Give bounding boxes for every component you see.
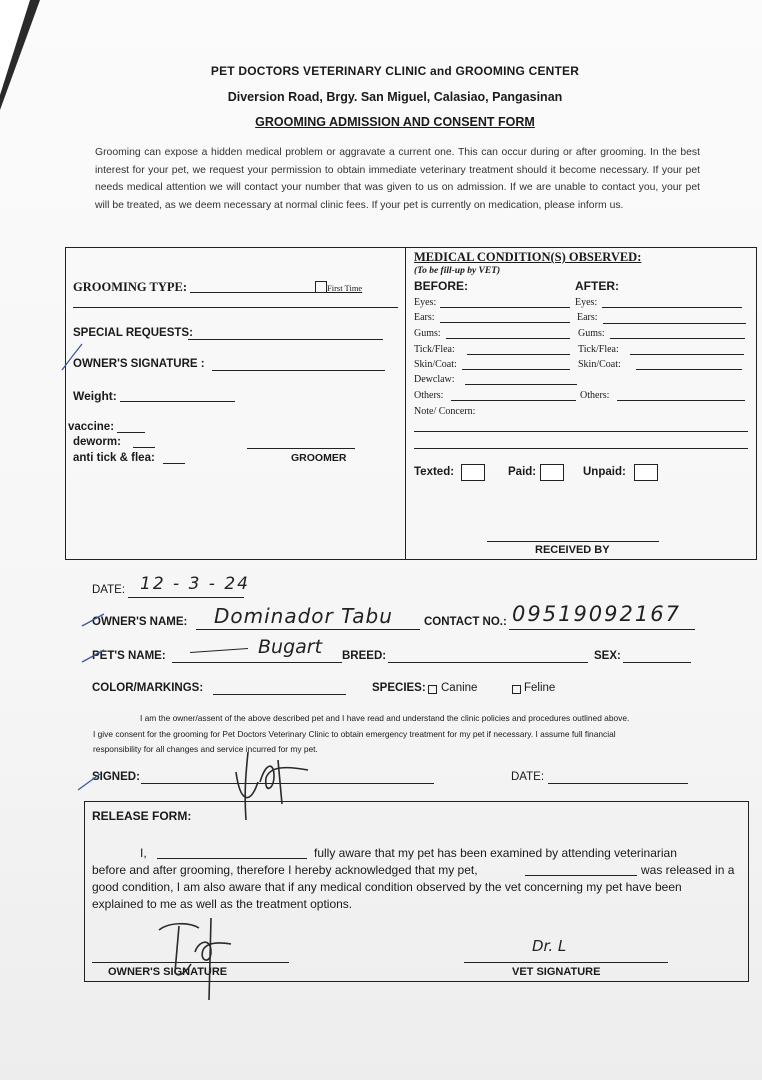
release-text-1b: before and after grooming, therefore I hereby acknowledged that my pet, (92, 863, 478, 877)
before-eyes-label: Eyes: (414, 297, 437, 308)
release-pet-line[interactable] (525, 875, 637, 876)
after-skincoat-label: Skin/Coat: (578, 359, 621, 370)
after-eyes-line[interactable] (602, 307, 742, 308)
breed-label: BREED: (342, 650, 387, 662)
first-time-label: First Time (327, 283, 363, 293)
received-by-label: RECEIVED BY (535, 544, 610, 556)
first-time-checkbox[interactable] (315, 281, 327, 293)
consent-date-label: DATE: (511, 771, 545, 783)
before-dewclaw-line[interactable] (465, 384, 577, 385)
paid-label: Paid: (508, 466, 537, 478)
owner-signature-line[interactable] (212, 370, 385, 371)
grooming-type-label: GROOMING TYPE: (73, 280, 188, 294)
pet-name-handwritten: Bugart (258, 636, 323, 658)
unpaid-label: Unpaid: (583, 466, 626, 478)
texted-checkbox[interactable] (461, 464, 485, 481)
owner-name-handwritten: Dominador Tabu (214, 604, 393, 628)
release-text-1a: fully aware that my pet has been examined by attending veterinarian (314, 846, 677, 860)
anti-tick-label: anti tick & flea: (73, 452, 155, 464)
consent-date-line[interactable] (548, 783, 688, 784)
weight-line[interactable] (120, 401, 235, 402)
column-divider (405, 247, 406, 560)
note-concern-label: Note/ Concern: (414, 406, 476, 417)
before-skincoat-label: Skin/Coat: (414, 359, 457, 370)
special-requests-line[interactable] (188, 339, 383, 340)
before-tickflea-line[interactable] (467, 354, 570, 355)
release-text-1c: was released in a (641, 863, 735, 877)
after-skincoat-line[interactable] (636, 369, 742, 370)
page-corner-fold (0, 0, 30, 95)
after-ears-line[interactable] (603, 323, 746, 324)
canine-label: Canine (441, 682, 478, 694)
date-label: DATE: (92, 584, 126, 596)
owner-name-label: OWNER'S NAME: (92, 616, 188, 628)
texted-label: Texted: (414, 466, 455, 478)
release-name-line[interactable] (157, 858, 307, 859)
contact-handwritten: 09519092167 (512, 602, 681, 626)
received-by-line[interactable] (487, 541, 659, 542)
after-gums-label: Gums: (578, 328, 605, 339)
vaccine-line[interactable] (117, 432, 145, 433)
before-tickflea-label: Tick/Flea: (414, 344, 455, 355)
consent-line-1: I am the owner/assent of the above described pet and I have read and understand the clinic policies and procedures outlined above. (140, 713, 630, 723)
contact-label: CONTACT NO.: (424, 616, 507, 628)
note-line-2[interactable] (414, 448, 748, 449)
pet-name-strikeout (190, 648, 248, 653)
before-heading: BEFORE: (414, 279, 468, 293)
clinic-address: Diversion Road, Brgy. San Miguel, Calasiao, Pangasinan (227, 90, 563, 104)
release-vet-sig-line[interactable] (464, 962, 668, 963)
after-gums-line[interactable] (610, 338, 745, 339)
before-skincoat-line[interactable] (462, 369, 570, 370)
owner-signature-label: OWNER'S SIGNATURE : (73, 358, 205, 370)
color-markings-line[interactable] (213, 694, 346, 695)
paid-checkbox[interactable] (540, 464, 564, 481)
tick-mark-pet-name (80, 648, 106, 664)
species-label: SPECIES: (372, 682, 426, 694)
before-eyes-line[interactable] (440, 307, 570, 308)
release-owner-signature (155, 912, 237, 1002)
groomer-label: GROOMER (291, 452, 347, 464)
before-others-label: Others: (414, 390, 444, 401)
release-vet-sig-label: VET SIGNATURE (512, 966, 601, 978)
after-tickflea-label: Tick/Flea: (578, 344, 619, 355)
contact-line[interactable] (509, 629, 695, 630)
feline-label: Feline (524, 682, 556, 694)
pet-name-label: PET'S NAME: (92, 650, 166, 662)
release-text-3: explained to me as well as the treatment options. (92, 897, 353, 911)
vaccine-label: vaccine: (68, 421, 115, 433)
weight-label: Weight: (73, 389, 117, 403)
feline-checkbox[interactable] (512, 685, 521, 694)
before-others-line[interactable] (451, 400, 576, 401)
canine-checkbox[interactable] (428, 685, 437, 694)
release-text-2: good condition, I am also aware that if any medical condition observed by the vet concerning my pet have been (92, 880, 682, 894)
date-handwritten: 12 - 3 - 24 (140, 574, 250, 594)
consent-line-3: responsibility for all changes and service incurred for my pet. (93, 744, 318, 754)
release-form-title: RELEASE FORM: (92, 809, 192, 823)
form-title: GROOMING ADMISSION AND CONSENT FORM (255, 115, 535, 129)
sex-line[interactable] (623, 662, 691, 663)
after-tickflea-line[interactable] (630, 354, 744, 355)
medical-condition-title: MEDICAL CONDITION(S) OBSERVED: (414, 250, 642, 264)
release-owner-sig-label: OWNER'S SIGNATURE (108, 966, 228, 978)
consent-line-2: I give consent for the grooming for Pet Doctors Veterinary Clinic to obtain emergency treatment for my pet if necessary. I assume full financial (93, 729, 616, 739)
date-line[interactable] (128, 597, 244, 598)
tick-mark-owner-name (80, 612, 106, 628)
groomer-line[interactable] (247, 448, 355, 449)
unpaid-checkbox[interactable] (634, 464, 658, 481)
deworm-label: deworm: (73, 436, 121, 448)
owner-name-line[interactable] (196, 629, 420, 630)
vet-fillup-note: (To be fill-up by VET) (414, 266, 501, 276)
before-ears-line[interactable] (440, 322, 570, 323)
tick-mark-owner-signature (60, 342, 84, 372)
intro-paragraph: Grooming can expose a hidden medical problem or aggravate a current one. This can occur during or after grooming. In the best interest for your pet, we request your permission to obtain immediate veterinary treatment should it become necessary. If your pet needs medical attention we will contact your number that was given to us on admission. If we are unable to contact you, your pet will be treated, as we deem necessary at normal clinic fees. If your pet is currently on medication, please inform us. (95, 147, 700, 211)
breed-line[interactable] (388, 662, 588, 663)
before-gums-line[interactable] (446, 338, 570, 339)
deworm-line[interactable] (133, 447, 155, 448)
grooming-type-line[interactable] (190, 292, 315, 293)
clinic-name: PET DOCTORS VETERINARY CLINIC and GROOMING CENTER (210, 64, 580, 78)
after-eyes-label: Eyes: (575, 297, 598, 308)
before-ears-label: Ears: (414, 312, 435, 323)
color-markings-label: COLOR/MARKINGS: (92, 682, 204, 694)
grooming-type-line-2[interactable] (73, 307, 398, 308)
vet-handwritten: Dr. L (532, 937, 567, 955)
note-line-1[interactable] (414, 431, 748, 432)
after-ears-label: Ears: (577, 312, 598, 323)
after-heading: AFTER: (575, 279, 619, 293)
tick-mark-signed (76, 772, 102, 792)
release-i: I, (140, 846, 147, 860)
signed-label: SIGNED: (92, 771, 140, 783)
sex-label: SEX: (594, 650, 621, 662)
anti-tick-line[interactable] (163, 463, 185, 464)
before-gums-label: Gums: (414, 328, 441, 339)
after-others-line[interactable] (617, 400, 745, 401)
pet-name-line[interactable] (172, 662, 342, 663)
special-requests-label: SPECIAL REQUESTS: (73, 327, 193, 339)
before-dewclaw-label: Dewclaw: (414, 374, 455, 385)
after-others-label: Others: (580, 390, 610, 401)
